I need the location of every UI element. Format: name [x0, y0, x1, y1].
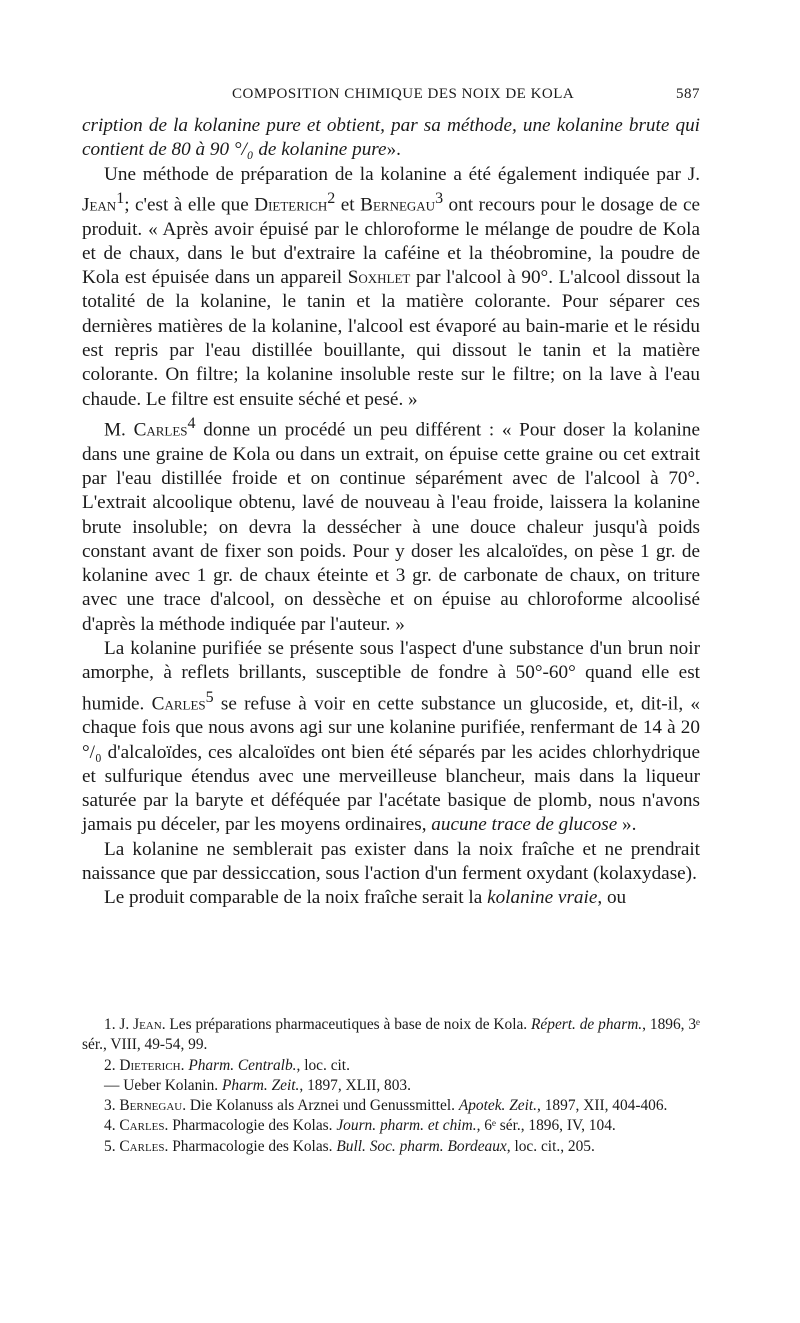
- footnote-ref: 2: [327, 189, 336, 207]
- footnote: 4. Carles. Pharmacologie des Kolas. Journ. pharm. et chim., 6ᵉ sér., 1896, IV, 104.: [104, 1117, 616, 1135]
- footnote: 3. Bernegau. Die Kolanuss als Arznei und Genussmittel. Apotek. Zeit., 1897, XII, 404-406.: [104, 1097, 668, 1115]
- author-name: Carles: [133, 419, 188, 441]
- paragraph-5: La kolanine ne semblerait pas exister dans la noix fraîche et ne prendrait naissance que par dessiccation, sous l'action d'un ferment oxydant (kolaxydase).: [82, 838, 700, 885]
- running-title: COMPOSITION CHIMIQUE DES NOIX DE KOLA: [232, 86, 575, 102]
- footnote-ref: 1: [116, 189, 125, 207]
- footnote: 5. Carles. Pharmacologie des Kolas. Bull. Soc. pharm. Bordeaux, loc. cit., 205.: [104, 1137, 595, 1155]
- footnote: 2. Dieterich. Pharm. Centralb., loc. cit.: [104, 1056, 350, 1074]
- page-number: 587: [676, 86, 700, 102]
- footnote-ref: 4: [187, 414, 196, 432]
- author-name: Soxhlet: [347, 267, 411, 289]
- footnote: 1. J. Jean. Les préparations pharmaceutiques à base de noix de Kola. Répert. de pharm., 1896, 3ᵉ sér., VIII, 49-54, 99.: [82, 1016, 700, 1054]
- body-text: [82, 114, 700, 911]
- footnote: — Ueber Kolanin. Pharm. Zeit., 1897, XLII, 803.: [104, 1076, 411, 1094]
- paragraph-1: cription de la kolanine pure et obtient, par sa méthode, une kolanine brute qui contient de 80 à 90 °/₀ de kolanine pure».: [82, 115, 700, 161]
- author-name: Carles: [151, 693, 206, 714]
- paragraph-2: Une méthode de préparation de la kolanine a été également indiquée par J. Jean$^1$; c'est à elle que Dieterich$^2$ et Bernegau$^3$ ont recours pour le dosage de ce produit. « Après avoir épuisé par le chloroforme le mélange de poudre de Kola et de chaux, dans le but d'extraire la caféine et la théobromine, la poudre de Kola est épuisée dans un appareil Soxhlet par l'alcool à 90°. L'alcool dissout la totalité de la kolanine, le tanin et la matière colorante. Pour séparer ces dernières matières de la kolanine, l'alcool est évaporé au bain-marie et le résidu est repris par l'eau distillée bouillante, qui dissout le tanin et la matière colorante. On filtre; la kolanine insoluble reste sur le filtre; on la lave à l'eau chaude. Le filtre est ensuite séché et pesé. »: [82, 163, 700, 410]
- footnote-ref: 3: [435, 189, 444, 207]
- paragraph-6: Le produit comparable de la noix fraîche serait la kolanine vraie, ou: [104, 887, 627, 909]
- author-name: Bernegau: [360, 194, 436, 216]
- paragraph-4: La kolanine purifiée se présente sous l'aspect d'une substance d'un brun noir amorphe, à reflets brillants, susceptible de fondre à 50°-60° quand elle est humide. Carles$^5$ se refuse à voir en cette substance un glucoside, et, dit-il, « chaque fois que nous avons agi sur une kolanine purifiée, renfermant de 14 à 20 °/₀ d'alcaloïdes, ces alcaloïdes ont bien été séparés par les acides chlorhydrique et sulfurique étendus avec une merveilleuse blancheur, mais dans la liqueur saturée par la baryte et déféquée par l'acétate basique de plomb, nous n'avons jamais pu déceler, par les moyens ordinaires, aucune trace de glucose ».: [82, 638, 701, 836]
- author-name: Dieterich: [254, 194, 328, 216]
- author-name: Jean: [82, 194, 117, 216]
- paragraph-3: M. Carles$^4$ donne un procédé un peu différent : « Pour doser la kolanine dans une graine de Kola ou dans un extrait, on épuise cette graine ou cet extrait par l'eau distillée froide et on continue séparément avec de l'alcool à 70°. L'extrait alcoolique obtenu, lavé de nouveau à l'eau froide, laissera la kolanine brute insoluble; on devra la dessécher à une douce chaleur jusqu'à poids constant avant de fixer son poids. Pour y doser les alcaloïdes, on pèse 1 gr. de kolanine avec 1 gr. de chaux éteinte et 3 gr. de carbonate de chaux, on triture avec une trace d'alcool, on dessèche et on épuise au chloroforme alcoolisé d'après la méthode indiquée par l'auteur. »: [82, 414, 700, 635]
- footnotes: [82, 1015, 700, 1157]
- footnote-ref: 5: [205, 688, 214, 706]
